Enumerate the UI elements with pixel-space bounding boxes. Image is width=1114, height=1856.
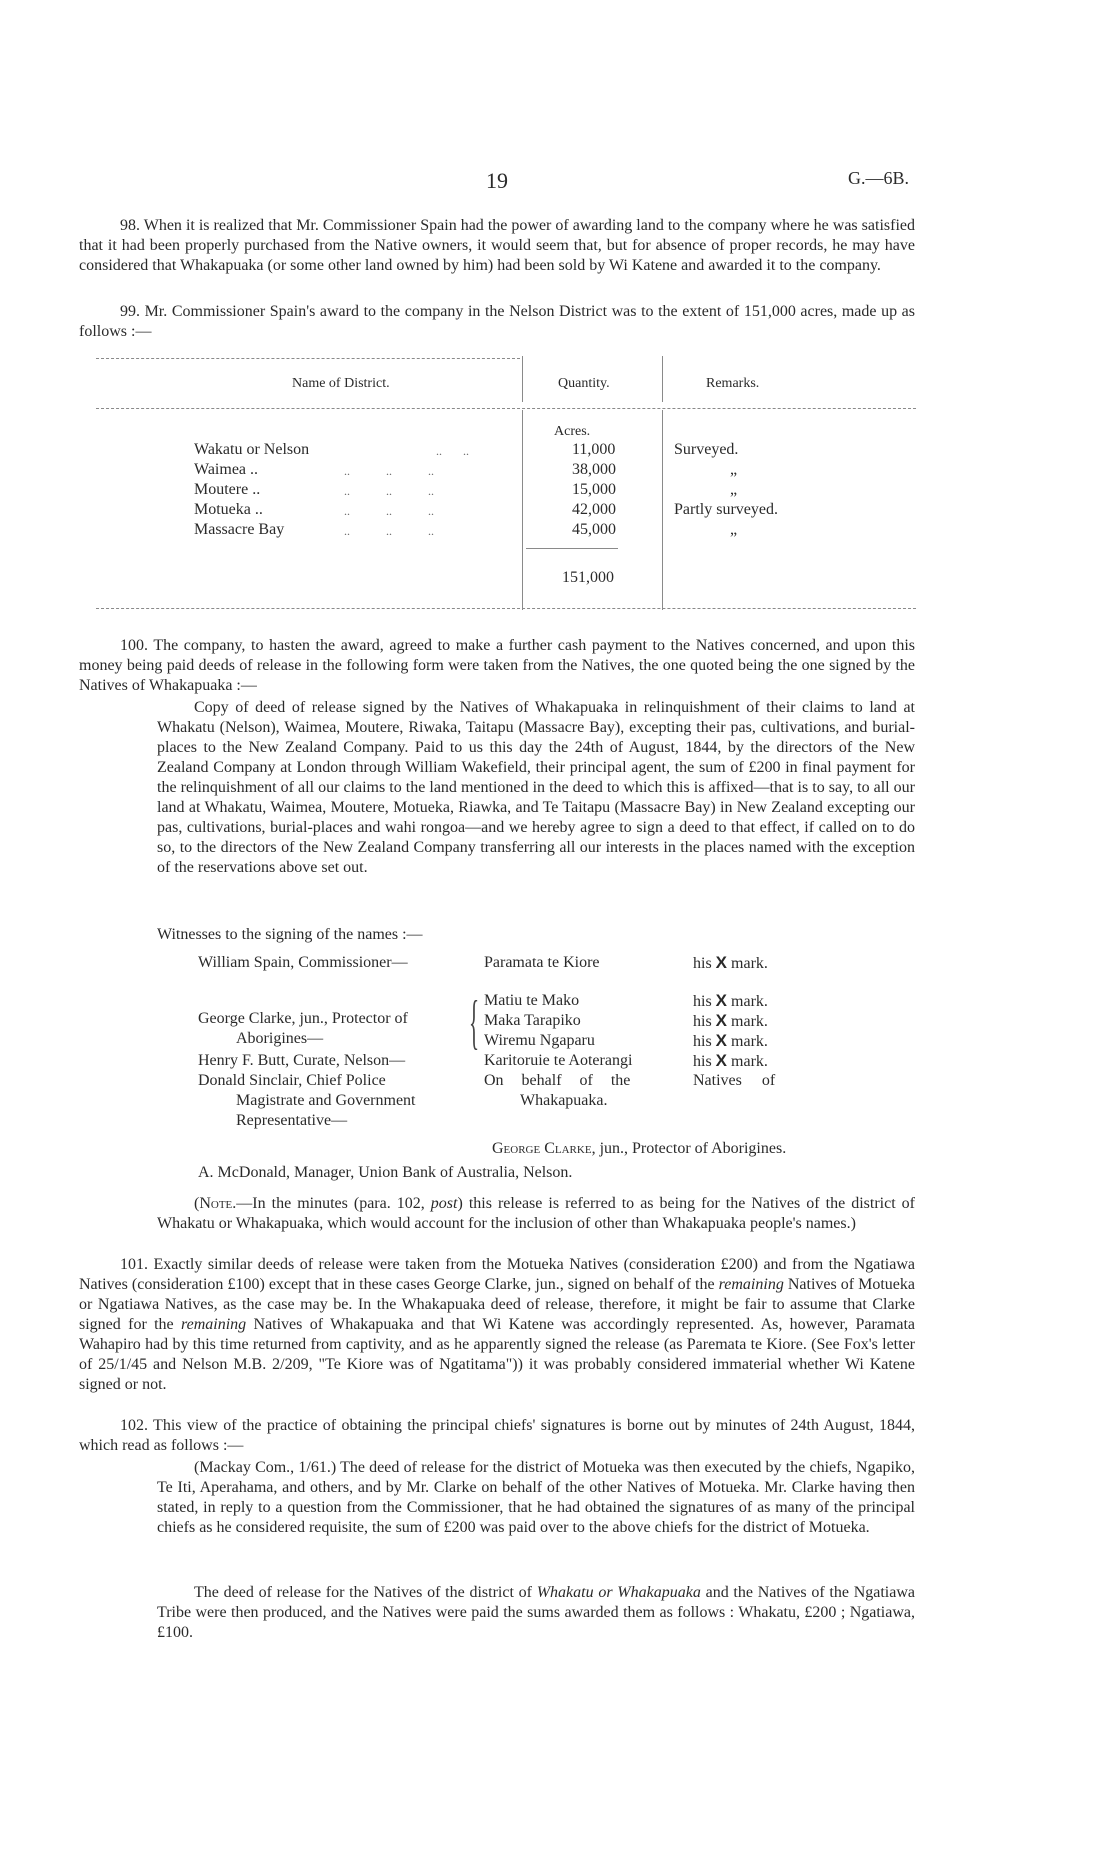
signature-mark: his X mark.: [693, 1011, 768, 1030]
table-row-quantity: 11,000: [572, 441, 616, 458]
note-paragraph: (Note.—In the minutes (para. 102, post) this release is referred to as being for the Natives of the district of Whakatu or Whakapuaka, which would account for the inclusion of other than Whakapuaka people's names.): [157, 1195, 915, 1232]
signature-mark: his X mark.: [693, 1031, 768, 1050]
unit-acres: Acres.: [554, 424, 591, 439]
table-row-remarks: „: [730, 481, 738, 498]
witness-sinclair: Donald Sinclair, Chief Police: [198, 1072, 386, 1089]
signature-mark: his X mark.: [693, 1051, 768, 1070]
signature-mark: his X mark.: [693, 953, 768, 972]
table-row-district: Motueka ..: [194, 501, 263, 518]
natives-of-text: Natives of: [693, 1072, 776, 1089]
paragraph-100: 100. The company, to hasten the award, agreed to make a further cash payment to the Natives concerned, and upon this money being paid deeds of release in the following form were taken from the Natives, the one quoted being the one signed by the Natives of Whakapuaka :—: [79, 637, 915, 694]
witness-spain: William Spain, Commissioner—: [198, 954, 408, 971]
paragraph-99: 99. Mr. Commissioner Spain's award to the company in the Nelson District was to the extent of 151,000 acres, made up as follows :—: [79, 303, 915, 340]
signatory-paramata: Paramata te Kiore: [484, 954, 600, 971]
header-quantity: Quantity.: [558, 376, 610, 391]
witness-clarke-title: Aborigines—: [236, 1030, 324, 1047]
signatory-matiu: Matiu te Mako: [484, 992, 580, 1009]
district-award-table: Name of District. Quantity. Remarks. Acres. Wakatu or Nelson .. .. 11,000 Surveyed. Waimea .. .. .. .. 38,000 „ Moutere .. .. .. .. 15,000 „ Motueka .. .. .. .. 42,000 Partly surveyed. Massacre Bay .. .. .. 45,000 „ 151,000: [96, 350, 916, 610]
table-row-remarks: „: [730, 521, 738, 538]
table-row-remarks: „: [730, 461, 738, 478]
witness-butt: Henry F. Butt, Curate, Nelson—: [198, 1052, 406, 1069]
on-behalf-place: Whakapuaka.: [520, 1092, 608, 1109]
table-row-district: Massacre Bay: [194, 521, 285, 538]
table-row-district: Waimea ..: [194, 461, 259, 478]
paragraph-98: 98. When it is realized that Mr. Commissioner Spain had the power of awarding land to the company where he was satisfied that it had been properly purchased from the Native owners, it would seem that, but for absence of proper records, he may have considered that Whakapuaka (or some other land owned by him) had been sold by Wi Katene and awarded it to the company.: [79, 217, 915, 274]
on-behalf-text: On behalf of the: [484, 1072, 631, 1089]
paragraph-101: 101. Exactly similar deeds of release were taken from the Motueka Natives (consideration £200) and from the Ngatiawa Natives (consideration £100) except that in these cases George Clarke, jun., signed on behalf of the remaining Natives of Motueka or Ngatiawa Natives, as the case may be. In the Whakapuaka deed of release, therefore, it might be fair to assume that Clarke signed for the remaining Natives of Whakapuaka and that Wi Katene was accordingly represented. As, however, Paramata Wahapiro had by this time returned from captivity, and as he apparently signed the release (as Paremata te Kiore. (See Fox's letter of 25/1/45 and Nelson M.B. 2/209, "Te Kiore was of Ngatitama")) it was probably considered immaterial whether Wi Katene signed or not.: [79, 1256, 916, 1393]
table-row-remarks: Partly surveyed.: [674, 501, 778, 518]
page-reference: G.—6B.: [848, 168, 910, 188]
minutes-paragraph-1: (Mackay Com., 1/61.) The deed of release for the district of Motueka was then executed by the chiefs, Ngapiko, Te Iti, Aperahama, and others, and by Mr. Clarke on behalf of the other Natives of Motueka. Mr. Clarke having then stated, in reply to a question from the Commissioner, that he had obtained the signatures of as many of the principal chiefs as he considered requisite, the sum of £200 was paid over to the above chiefs for the district of Motueka.: [157, 1459, 915, 1536]
witness-sinclair-title: Magistrate and Government: [236, 1092, 416, 1109]
table-row-district: Wakatu or Nelson: [194, 441, 310, 458]
table-row-quantity: 38,000: [572, 461, 616, 478]
witness-clarke: George Clarke, jun., Protector of: [198, 1010, 408, 1027]
witnesses-heading: Witnesses to the signing of the names :—: [157, 926, 423, 943]
signatory-karitoruie: Karitoruie te Aoterangi: [484, 1052, 633, 1069]
page-number: 19: [486, 168, 508, 193]
minutes-paragraph-2: The deed of release for the Natives of the district of Whakatu or Whakapuaka and the Natives of the Ngatiawa Tribe were then produced, and the Natives were paid the sums awarded them as follows : Whakatu, £200 ; Ngatiawa, £100.: [157, 1584, 916, 1641]
table-row-remarks: Surveyed.: [674, 441, 739, 458]
clarke-signature: George Clarke, jun., Protector of Aborigines.: [492, 1140, 787, 1157]
brace-icon: {: [469, 989, 480, 1055]
table-row-district: Moutere ..: [194, 481, 261, 498]
deed-of-release-text: Copy of deed of release signed by the Natives of Whakapuaka in relinquishment of their claims to land at Whakatu (Nelson), Waimea, Moutere, Riwaka, Taitapu (Massacre Bay), excepting their pas, cultivations, and burial-places to the New Zealand Company. Paid to us this day the 24th of August, 1844, by the directors of the New Zealand Company at London through William Wakefield, their principal agent, the sum of £200 in final payment for the relinquishment of all our claims to the land mentioned in the deed to which this is affixed—that is to say, to all our land at Whakatu, Waimea, Moutere, Motueka, Riawka, and Te Taitapu (Massacre Bay) in New Zealand excepting our pas, cultivations, burial-places and wahi rongoa—and we hereby agree to sign a deed to that effect, if called on to do so, to the directors of the New Zealand Company transferring all our interests in the places named with the exception of the reservations above set out.: [157, 699, 915, 876]
signatory-maka: Maka Tarapiko: [484, 1012, 581, 1029]
mcdonald-line: A. McDonald, Manager, Union Bank of Australia, Nelson.: [198, 1164, 573, 1181]
table-total: 151,000: [562, 569, 614, 586]
table-row-quantity: 45,000: [572, 521, 616, 538]
witness-sinclair-title-2: Representative—: [236, 1112, 348, 1129]
table-row-quantity: 15,000: [572, 481, 616, 498]
paragraph-102: 102. This view of the practice of obtaining the principal chiefs' signatures is borne out by minutes of 24th August, 1844, which read as follows :—: [79, 1417, 915, 1454]
table-row-quantity: 42,000: [572, 501, 616, 518]
header-remarks: Remarks.: [706, 376, 760, 391]
header-name-of-district: Name of District.: [292, 376, 390, 391]
signatory-wiremu: Wiremu Ngaparu: [484, 1032, 595, 1049]
signature-mark: his X mark.: [693, 991, 768, 1010]
